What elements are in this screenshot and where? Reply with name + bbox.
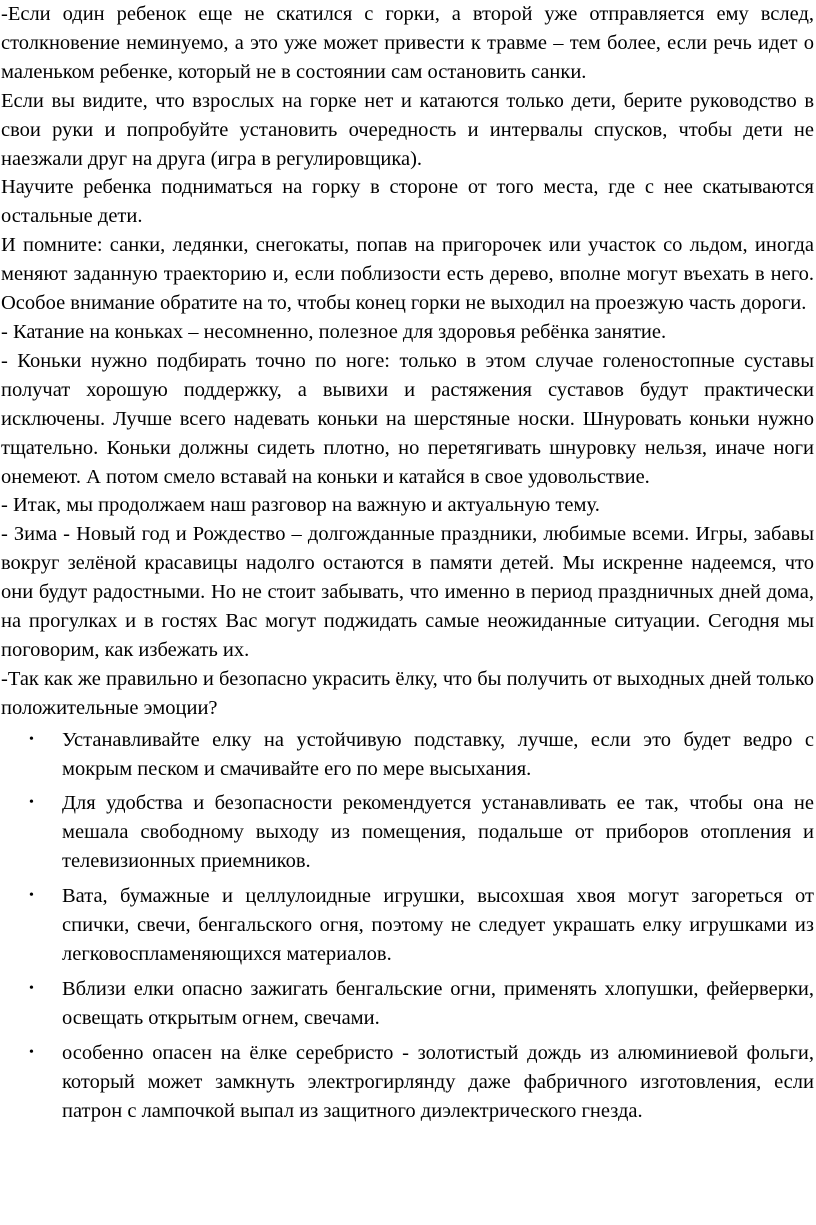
list-item <box>1 789 814 876</box>
paragraph: Научите ребенка подниматься на горку в стороне от того места, где с нее скатываются остальные дети. <box>1 176 814 228</box>
paragraph: И помните: санки, ледянки, снегокаты, попав на пригорочек или участок со льдом, иногда меняют заданную траекторию и, если поблизости есть дерево, вполне могут въехать в него. Особое внимание обратите на то, чтобы конец горки не выходил на проезжую часть дороги. <box>1 234 814 315</box>
paragraph: - Катание на коньках – несомненно, полезное для здоровья ребёнка занятие. <box>1 320 667 343</box>
list-item <box>1 726 814 784</box>
paragraph: Если вы видите, что взрослых на горке нет и катаются только дети, берите руководство в свои руки и попробуйте установить очередность и интервалы спусков, чтобы дети не наезжали друг на друга (игра в регулировщика). <box>1 89 814 170</box>
paragraph: -Так как же правильно и безопасно украсить ёлку, что бы получить от выходных дней только положительные эмоции? <box>1 667 814 719</box>
list-item-text: Вблизи елки опасно зажигать бенгальские огни, применять хлопушки, фейерверки, освещать открытым огнем, свечами. <box>62 977 814 1029</box>
bullet-list <box>1 726 814 1126</box>
bullet-icon: • <box>29 980 34 996</box>
list-item <box>1 882 814 969</box>
paragraph: - Коньки нужно подбирать точно по ноге: только в этом случае голеностопные суставы получат хорошую поддержку, а вывихи и растяжения суставов будут практически исключены. Лучше всего надевать коньки на шерстяные носки. Шнуровать коньки нужно тщательно. Коньки должны сидеть плотно, но перетягивать шнуровку нельзя, иначе ноги онемеют. А потом смело вставай на коньки и катайся в свое удовольствие. <box>1 349 814 488</box>
paragraph: - Зима - Новый год и Рождество – долгожданные праздники, любимые всеми. Игры, забавы вокруг зелёной красавицы надолго остаются в памяти детей. Мы искренне надеемся, что они будут радостными. Но не стоит забывать, что именно в период праздничных дней дома, на прогулках и в гостях Вас могут поджидать самые неожиданные ситуации. Сегодня мы поговорим, как избежать их. <box>1 523 814 661</box>
paragraph: - Итак, мы продолжаем наш разговор на важную и актуальную тему. <box>1 494 600 517</box>
bullet-icon: • <box>29 1044 34 1060</box>
list-item <box>1 1039 814 1126</box>
list-item-text: Вата, бумажные и целлулоидные игрушки, высохшая хвоя могут загореться от спички, свечи, бенгальского огня, поэтому не следует украшать елку игрушками из легковоспламеняющихся материалов. <box>62 885 814 965</box>
list-item <box>1 975 814 1033</box>
list-item-text: особенно опасен на ёлке серебристо - золотистый дождь из алюминиевой фольги, который может замкнуть электрогирлянду даже фабричного изготовления, если патрон с лампочкой выпал из защитного диэлектрического гнезда. <box>62 1041 814 1122</box>
list-item-text: Для удобства и безопасности рекомендуется устанавливать ее так, чтобы она не мешала свободному выходу из помещения, подальше от приборов отопления и телевизионных приемников. <box>62 792 814 873</box>
bullet-icon: • <box>29 731 34 747</box>
bullet-icon: • <box>29 795 34 811</box>
bullet-icon: • <box>29 888 34 904</box>
paragraph: -Если один ребенок еще не скатился с горки, а второй уже отправляется ему вслед, столкновение неминуемо, а это уже может привести к травме – тем более, если речь идет о маленьком ребенке, который не в состоянии сам остановить санки. <box>1 3 814 83</box>
list-item-text: Устанавливайте елку на устойчивую подставку, лучше, если это будет ведро с мокрым песком и смачивайте его по мере высыхания. <box>62 728 814 780</box>
